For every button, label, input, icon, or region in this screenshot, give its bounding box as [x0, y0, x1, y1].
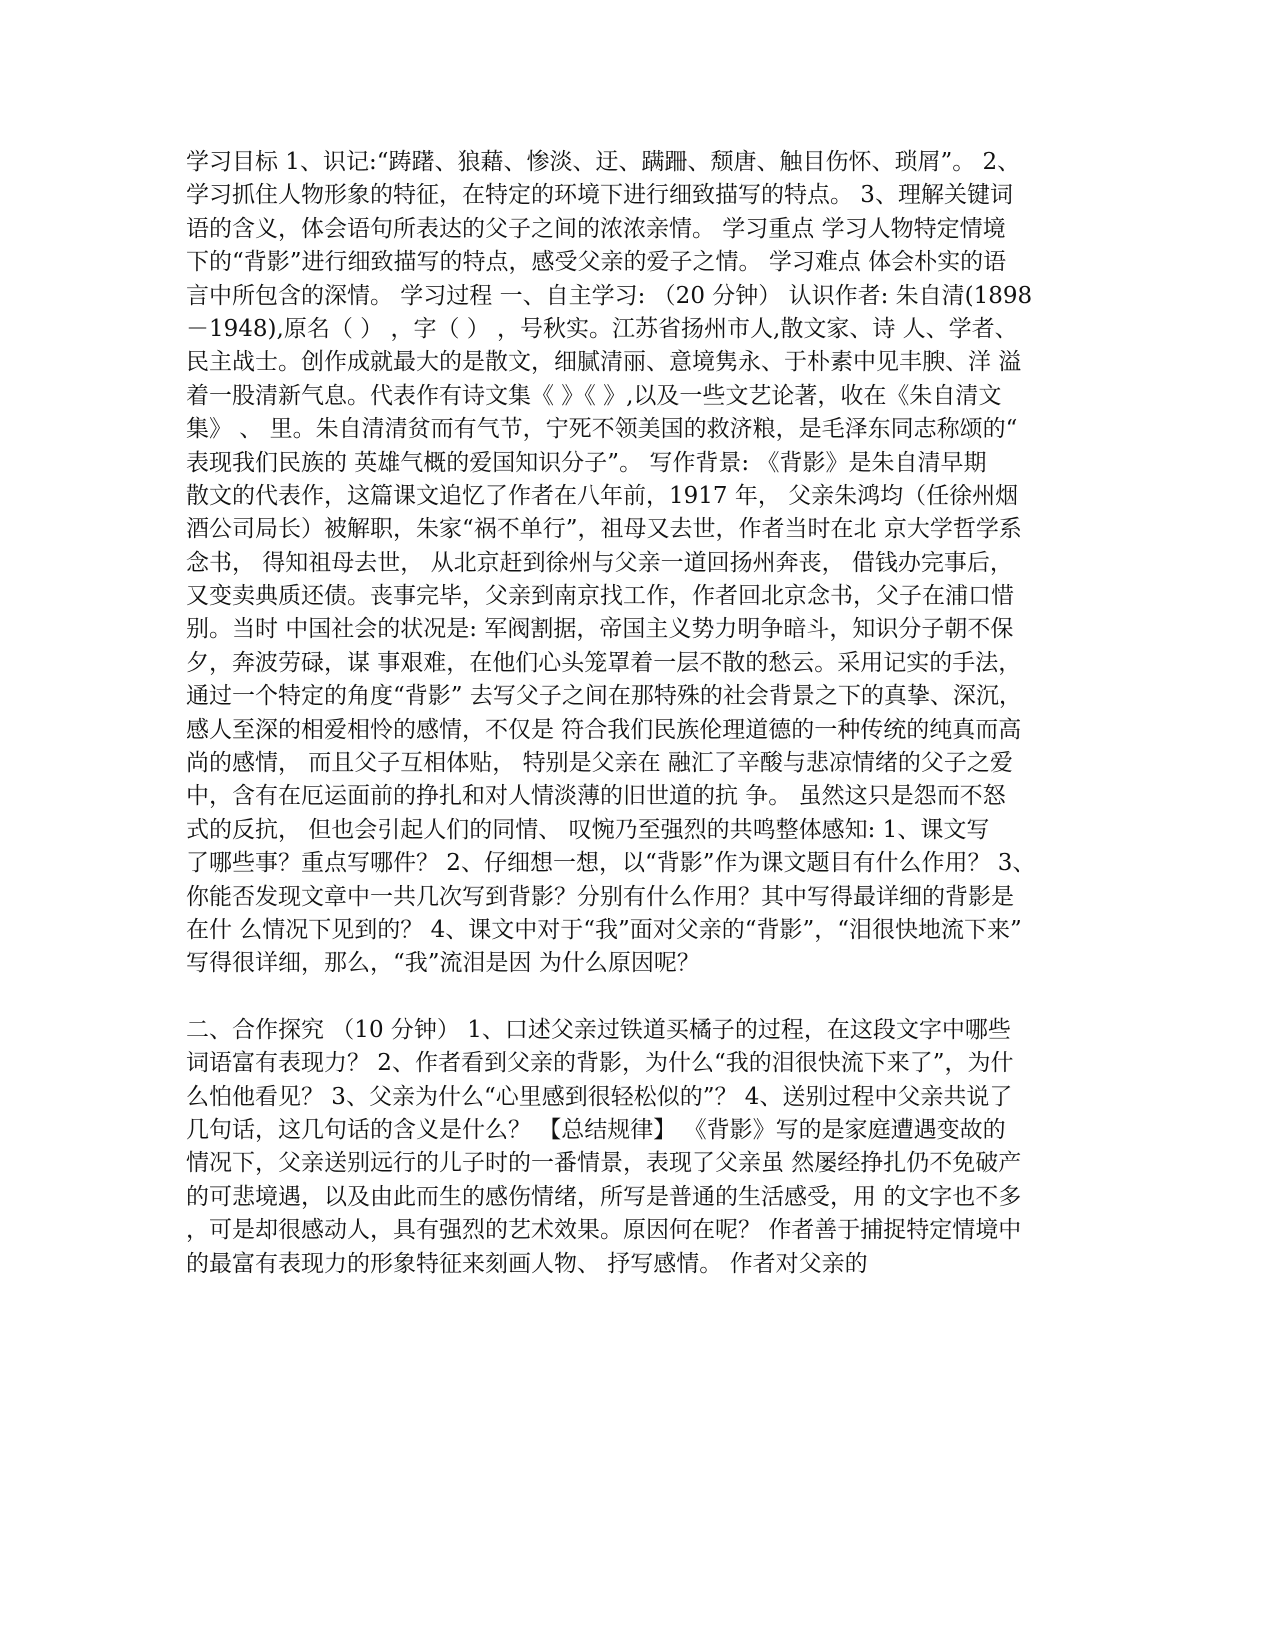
- text-line: 情况下，父亲送别远行的儿子时的一番情景，表现了父亲虽 然屡经挣扎仍不免破产: [186, 1150, 1022, 1177]
- text-line: 夕，奔波劳碌，谋 事艰难，在他们心头笼罩着一层不散的愁云。采用记实的手法，: [186, 649, 1022, 676]
- paragraph-study-guide: [186, 146, 1101, 981]
- text-line: 几句话，这几句话的含义是什么？ 【总结规律】 《背影》写的是家庭遭遇变故的: [186, 1116, 1006, 1143]
- text-line: 下的“背影”进行细致描写的特点，感受父亲的爱子之情。 学习难点 体会朴实的语: [186, 249, 1007, 276]
- text-line: 了哪些事？重点写哪件？ 2、仔细想一想，以“背影”作为课文题目有什么作用？ 3、: [186, 850, 1036, 877]
- text-line: 么怕他看见？ 3、父亲为什么“心里感到很轻松似的”？ 4、送别过程中父亲共说了: [186, 1083, 1013, 1110]
- paragraph-cooperative-inquiry: [186, 1014, 1101, 1281]
- text-line: 民主战士。创作成就最大的是散文，细腻清丽、意境隽永、于朴素中见丰腴、洋 溢: [186, 349, 1022, 376]
- document-page: [186, 146, 1101, 1281]
- text-line: －1948),原名（ ） ，字（ ） ，号秋实。江苏省扬州市人,散文家、诗 人、学者、: [186, 315, 1018, 342]
- text-line: 学习目标 1、识记:“踌躇、狼藉、惨淡、迂、蹒跚、颓唐、触目伤怀、琐屑”。 2、: [186, 149, 1021, 175]
- text-line: 的最富有表现力的形象特征来刻画人物、 抒写感情。 作者对父亲的: [186, 1250, 868, 1277]
- text-line: ，可是却很感动人，具有强烈的艺术效果。原因何在呢？ 作者善于捕捉特定情境中: [186, 1217, 1022, 1244]
- text-line: 表现我们民族的 英雄气概的爱国知识分子”。 写作背景: 《背影》是朱自清早期: [186, 449, 987, 476]
- text-line: 集》 、 里。朱自清清贫而有气节，宁死不领美国的救济粮，是毛泽东同志称颂的“: [186, 416, 1018, 443]
- text-line: 语的含义，体会语句所表达的父子之间的浓浓亲情。 学习重点 学习人物特定情境: [186, 215, 1006, 242]
- text-line: 学习抓住人物形象的特征，在特定的环境下进行细致描写的特点。 3、理解关键词: [186, 182, 1013, 209]
- text-line: 你能否发现文章中一共几次写到背影？分别有什么作用？其中写得最详细的背影是: [186, 883, 1014, 910]
- text-line: 念书， 得知祖母去世， 从北京赶到徐州与父亲一道回扬州奔丧， 借钱办完事后，: [186, 549, 1013, 576]
- text-line: 酒公司局长）被解职，朱家“祸不单行”，祖母又去世，作者当时在北 京大学哲学系: [186, 516, 1022, 543]
- text-line: 感人至深的相爱相怜的感情，不仅是 符合我们民族伦理道德的一种传统的纯真而高: [186, 716, 1022, 743]
- text-line: 在什 么情况下见到的？ 4、课文中对于“我”面对父亲的“背影”，“泪很快地流下来”: [186, 916, 1022, 943]
- text-line: 通过一个特定的角度“背影” 去写父子之间在那特殊的社会背景之下的真挚、深沉，: [186, 683, 1022, 710]
- text-line: 又变卖典质还债。丧事完毕，父亲到南京找工作，作者回北京念书，父子在浦口惜: [186, 583, 1014, 610]
- text-line: 二、合作探究 （10 分钟） 1、口述父亲过铁道买橘子的过程，在这段文字中哪些: [186, 1016, 1011, 1043]
- text-line: 写得很详细，那么，“我”流泪是因 为什么原因呢？: [186, 950, 700, 977]
- text-line: 词语富有表现力？ 2、作者看到父亲的背影，为什么“我的泪很快流下来了”，为什: [186, 1050, 1014, 1077]
- text-line: 的可悲境遇，以及由此而生的感伤情绪，所写是普通的生活感受，用 的文字也不多: [186, 1183, 1022, 1210]
- text-line: 式的反抗， 但也会引起人们的同情、 叹惋乃至强烈的共鸣整体感知: 1、课文写: [186, 816, 990, 843]
- text-line: 尚的感情， 而且父子互相体贴， 特别是父亲在 融汇了辛酸与悲凉情绪的父子之爱: [186, 750, 1013, 777]
- text-line: 中，含有在厄运面前的挣扎和对人情淡薄的旧世道的抗 争。 虽然这只是怨而不怒: [186, 783, 1006, 810]
- text-line: 着一股清新气息。代表作有诗文集《 》《 》,以及一些文艺论著，收在《朱自清文: [186, 382, 1002, 409]
- paragraph-spacer: [186, 981, 1101, 1014]
- text-line: 散文的代表作，这篇课文追忆了作者在八年前，1917 年， 父亲朱鸿均（任徐州烟: [186, 482, 1019, 509]
- text-line: 别。当时 中国社会的状况是: 军阀割据，帝国主义势力明争暗斗，知识分子朝不保: [186, 616, 1014, 643]
- text-line: 言中所包含的深情。 学习过程 一、自主学习: （20 分钟） 认识作者: 朱自清(1898: [186, 282, 1033, 309]
